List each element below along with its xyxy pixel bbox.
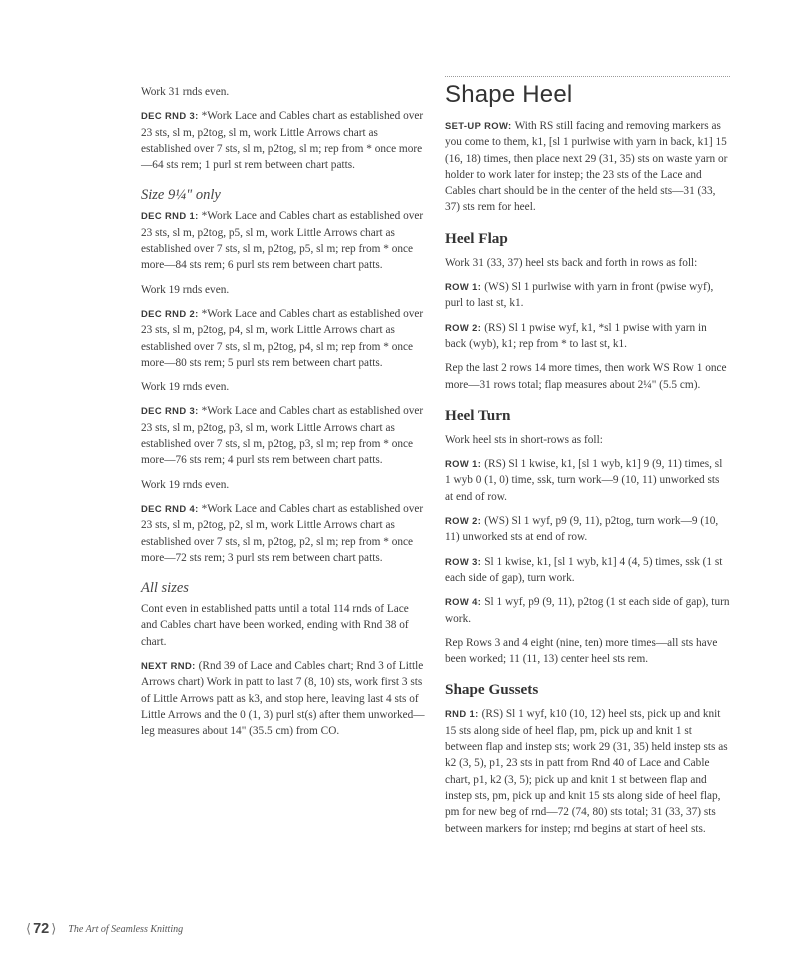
heel-turn-intro: Work heel sts in short-rows as foll: <box>445 433 603 446</box>
left-ornament-icon: ⟨ <box>26 921 32 936</box>
dec-rnd-4-paragraph: DEC RND 4: *Work Lace and Cables chart as established over 23 sts, sl m, p2tog, p2, sl m, work Little Arrows chart as established over 7 sts, sl m, p2tog, p2, sl m; rep from * once more—72 sts rem; 3 purl sts rem between chart patts. <box>141 502 424 564</box>
turn-row-2: ROW 2: (WS) Sl 1 wyf, p9 (9, 11), p2tog, turn work—9 (10, 11) unworked sts at end of row. <box>445 515 719 544</box>
work-rnds-even: Work 31 rnds even. <box>141 86 230 98</box>
left-column <box>141 84 426 748</box>
dec-rnd-3-paragraph: DEC RND 3: *Work Lace and Cables chart as established over 23 sts, sl m, p2tog, sl m, work Little Arrows chart as established over 7 sts, sl m, p2tog, sl m; rep from * once more—64 sts rem; 1 purl st rem between chart patts. <box>141 110 424 172</box>
dec-rnd-2-paragraph: DEC RND 2: *Work Lace and Cables chart as established over 23 sts, sl m, p2tog, p4, sl m, work Little Arrows chart as established over 7 sts, sl m, p2tog, p4, sl m; rep from * once more—80 sts rem; 5 purl sts rem between chart patts. <box>141 307 424 369</box>
all-sizes-heading: All sizes <box>141 580 189 597</box>
cont-paragraph: Cont even in established patts until a total 114 rnds of Lace and Cables chart have been worked, ending with Rnd 38 of chart. <box>141 603 409 648</box>
heel-turn-heading: Heel Turn <box>445 406 511 424</box>
dec-rnd-3b-paragraph: DEC RND 3: *Work Lace and Cables chart as established over 23 sts, sl m, p2tog, p3, sl m, work Little Arrows chart as established over 7 sts, sl m, p2tog, p3, sl m; rep from * once more—76 sts rem; 4 purl sts rem between chart patts. <box>141 405 424 467</box>
page-number: 72 <box>33 921 50 937</box>
section-title: Shape Heel <box>445 81 573 108</box>
flap-row-2: ROW 2: (RS) Sl 1 pwise wyf, k1, *sl 1 pwise with yarn in back (wyb), k1; rep from * to last st, k1. <box>445 321 707 350</box>
page-footer <box>26 921 183 937</box>
size-heading: Size 9¼" only <box>141 187 221 204</box>
dotted-divider <box>445 76 730 77</box>
right-column <box>445 76 730 845</box>
shape-gussets-heading: Shape Gussets <box>445 681 539 699</box>
turn-row-4: ROW 4: Sl 1 wyf, p9 (9, 11), p2tog (1 st each side of gap), turn work. <box>445 596 730 625</box>
setup-row-paragraph: SET-UP ROW: With RS still facing and removing markers as you come to them, k1, [sl 1 purlwise with yarn in back, k1] 15 (16, 18) times, then place next 29 (31, 35) sts on waste yarn or holder to work later for instep; the 23 sts of the Lace and Cables chart should be in the center of the held sts—31 (33, 37) sts rem for heel. <box>445 120 728 214</box>
work-19-rnds: Work 19 rnds even. <box>141 283 230 296</box>
heel-flap-heading: Heel Flap <box>445 229 508 247</box>
flap-row-1: ROW 1: (WS) Sl 1 purlwise with yarn in front (pwise wyf), purl to last st, k1. <box>445 281 714 310</box>
turn-repeat: Rep Rows 3 and 4 eight (nine, ten) more times—all sts have been worked; 11 (11, 13) center heel sts rem. <box>445 636 718 666</box>
gusset-rnd-1: RND 1: (RS) Sl 1 wyf, k10 (10, 12) heel sts, pick up and knit 15 sts along side of heel flap, pm, pick up and knit 1 st between flap and instep sts; work 29 (31, 35) held instep sts as k2 (3, 5), p1, 23 sts in patt from Rnd 40 of Lace and Cable chart, p1, k2 (3, 5); pick up and knit 1 st between flap and instep sts, pm, pick up and knit 15 sts along side of heel flap, pm for new beg of rnd—72 (74, 80) sts total; 31 (33, 37) sts between markers for instep; rnd begins at start of heel sts. <box>445 708 728 835</box>
work-19-rnds: Work 19 rnds even. <box>141 381 230 394</box>
turn-row-1: ROW 1: (RS) Sl 1 kwise, k1, [sl 1 wyb, k1] 9 (9, 11) times, sl 1 wyb 0 (1, 0) time, ssk, turn work—9 (10, 11) unworked sts at end of row. <box>445 458 723 503</box>
heel-flap-intro: Work 31 (33, 37) heel sts back and forth in rows as foll: <box>445 256 698 269</box>
next-rnd-paragraph: NEXT RND: (Rnd 39 of Lace and Cables chart; Rnd 3 of Little Arrows chart) Work in patt to last 7 (8, 10) sts, work first 3 sts of Little Arrows patt as k3, and stop here, leaving last 4 sts of Little Arrows and the 0 (1, 3) purl st(s) after them unworked—leg measures about 14" (35.5 cm) from CO. <box>141 660 425 738</box>
book-title: The Art of Seamless Knitting <box>68 923 184 935</box>
dec-rnd-3-label: DEC RND 3: <box>141 110 199 122</box>
turn-row-3: ROW 3: Sl 1 kwise, k1, [sl 1 wyb, k1] 4 (4, 5) times, ssk (1 st each side of gap), turn work. <box>445 555 723 584</box>
flap-repeat: Rep the last 2 rows 14 more times, then work WS Row 1 once more—31 rows total; flap measures about 2¼" (5.5 cm). <box>445 362 727 391</box>
right-ornament-icon: ⟩ <box>51 921 57 936</box>
dec-rnd-1-paragraph: DEC RND 1: *Work Lace and Cables chart as established over 23 sts, sl m, p2tog, p5, sl m, work Little Arrows chart as established over 7 sts, sl m, p2tog, p5, sl m; rep from * once more—84 sts rem; 6 purl sts rem between chart patts. <box>141 210 424 272</box>
work-19-rnds: Work 19 rnds even. <box>141 478 230 491</box>
